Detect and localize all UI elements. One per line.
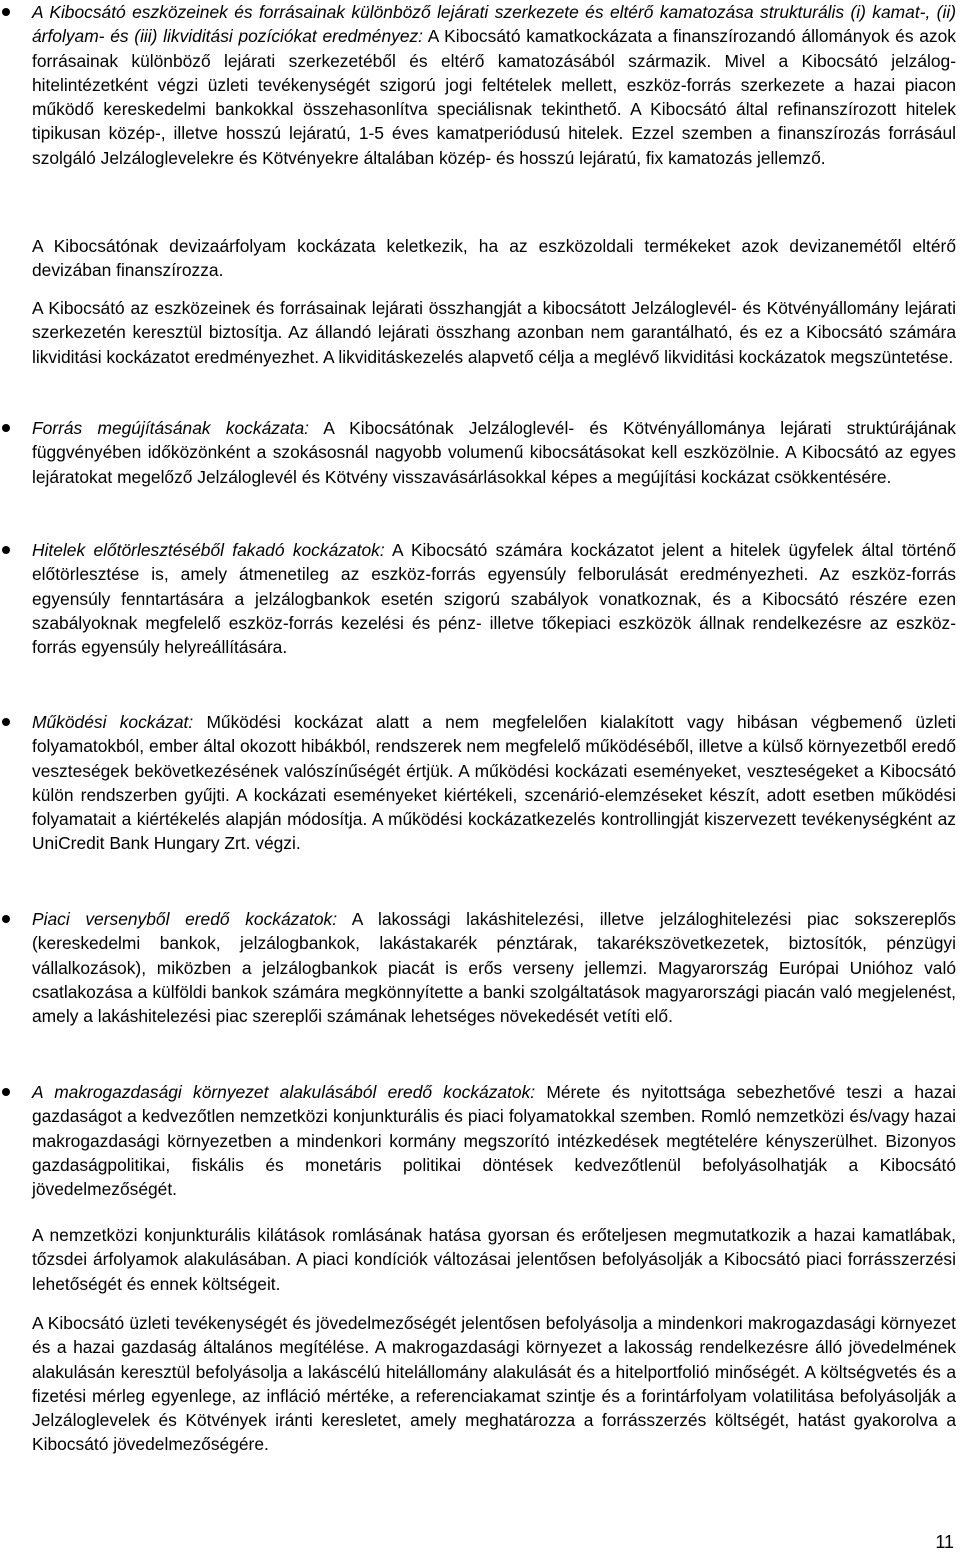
bullet-icon bbox=[2, 718, 10, 726]
list-item-text: Működési kockázat alatt a nem megfelelően kialakított vagy hibásan végbemenő üzleti folyamatokból, ember által okozott hibákból, rendszerek nem megfelelő működéséből, illetve a külső környezetből eredő veszteségek bekövetkezésének valószínűségét értjük. A működési kockázati eseményeket, veszteségeket a Kibocsátó külön rendszerben gyűjti. A kockázati eseményeket kiértékeli, szcenárió-elemzéseket készít, adott esetben működési folyamatait a kiértékelés alapján módosítja. A működési kockázatkezelés kontrollingját kiszervezett tevékenységként az UniCredit Bank Hungary Zrt. végzi. bbox=[32, 712, 956, 854]
page-number: 11 bbox=[935, 1532, 954, 1552]
list-item-lead: Piaci versenyből eredő kockázatok: bbox=[32, 909, 338, 929]
list-item-lead: A Kibocsátó eszközeinek és forrásainak különböző lejárati szerkezete és eltérő kamatozása strukturális (i) kamat-, (ii) árfolyam- és (iii) likviditási pozíciókat eredményez: bbox=[32, 2, 956, 47]
bullet-icon bbox=[2, 546, 10, 554]
list-item-text: A lakossági lakáshitelezési, illetve jelzáloghitelezési piac sokszereplős (kereskedelmi bankok, jelzálogbankok, lakástakarék pénztárak, takarékszövetkezetek, biztosítók, pénzügyi vállalkozások), miközben a jelzálogbankok piacát is erős verseny jellemzi. Magyarország Európai Unióhoz való csatlakozása a külföldi bankok számára megkönnyítette a banki szolgáltatások magyarországi piacán való megjelenést, amely a lakáshitelezési piac szereplői számának lehetséges növekedését vetíti elő. bbox=[32, 909, 956, 1027]
paragraph: A Kibocsátó az eszközeinek és forrásainak lejárati összhangját a kibocsátott Jelzáloglevél- és Kötvényállomány lejárati szerkezetén keresztül biztosítja. Az állandó lejárati összhang azonban nem garantálható, és ez a Kibocsátó számára likviditási kockázatot eredményezhet. A likviditáskezelés alapvető célja a meglévő likviditási kockázatok megszüntetése. bbox=[32, 298, 956, 367]
list-item bbox=[32, 907, 956, 1028]
paragraph: A Kibocsátó üzleti tevékenységét és jövedelmezőségét jelentősen befolyásolja a mindenkori makrogazdasági környezet és a hazai gazdaság általános megítélése. A makrogazdasági környezet a lakosság rendelkezésre álló jövedelmének alakulásán keresztül befolyásolja a lakáscélú hitelállomány alakulását és a hitelportfolió minőségét. A költségvetés és a fizetési mérleg egyenlege, az infláció mértéke, a referenciakamat szintje és a forintárfolyam volatilitása befolyásolják a Jelzáloglevelek és Kötvények iránti keresletet, amely meghatározza a forrásszerzés költségét, hatást gyakorolva a Kibocsátó jövedelmezőségére. bbox=[32, 1313, 956, 1455]
list-item-text: A Kibocsátó kamatkockázata a finanszírozandó állományok és azok forrásainak különböző lejárati szerkezetéből és eltérő kamatozásából származik. Mivel a Kibocsátó jelzálog-hitelintézetként végzi üzleti tevékenységét szigorú jogi feltételek mellett, eszköz-forrás szerkezete a hazai piacon működő kereskedelmi bankokkal összehasonlítva speciálisnak tekinthető. A Kibocsátó által refinanszírozott hitelek tipikusan közép-, illetve hosszú lejáratú, 1-5 éves kamatperiódusú hitelek. Ezzel szemben a finanszírozás forrásául szolgáló Jelzáloglevelekre és Kötvényekre általában közép- és hosszú lejáratú, fix kamatozás jellemző. bbox=[32, 26, 956, 168]
list-item-lead: A makrogazdasági környezet alakulásából eredő kockázatok: bbox=[32, 1082, 536, 1102]
bullet-icon bbox=[2, 424, 10, 432]
list-item-lead: Működési kockázat: bbox=[32, 712, 194, 732]
list-item-lead: Forrás megújításának kockázata: bbox=[32, 418, 309, 438]
list-item bbox=[32, 416, 956, 489]
list-item bbox=[32, 0, 956, 170]
list-item bbox=[32, 710, 956, 856]
list-item bbox=[32, 538, 956, 659]
paragraph: A Kibocsátónak devizaárfolyam kockázata keletkezik, ha az eszközoldali termékeket azok devizanemétől eltérő devizában finanszírozza. bbox=[32, 236, 956, 281]
paragraph: A nemzetközi konjunkturális kilátások romlásának hatása gyorsan és erőteljesen megmutatkozik a hazai kamatlábak, tőzsdei árfolyamok alakulásában. A piaci kondíciók változásai jelentősen befolyásolják a Kibocsátó piaci forrásszerzési lehetőségét és ennek költségeit. bbox=[32, 1225, 956, 1294]
list-item-text: A Kibocsátónak Jelzáloglevél- és Kötvényállománya lejárati struktúrájának függvényében időközönként a szokásosnál nagyobb volumenű kibocsátásokat kell eszközölnie. A Kibocsátó az egyes lejáratokat megelőző Jelzáloglevél és Kötvény visszavásárlásokkal képes a megújítási kockázat csökkentésére. bbox=[32, 418, 956, 487]
list-item-lead: Hitelek előtörlesztéséből fakadó kockázatok: bbox=[32, 540, 385, 560]
bullet-icon bbox=[2, 1088, 10, 1096]
list-item-text: A Kibocsátó számára kockázatot jelent a hitelek ügyfelek által történő előtörlesztése is, amely átmenetileg az eszköz-forrás egyensúly felborulását eredményezheti. Az eszköz-forrás egyensúly fenntartására a jelzálogbankok esetén szigorú szabályok vonatkoznak, és a Kibocsátó részére ezen szabályoknak megfelelő eszköz-forrás kezelési és pénz- illetve tőkepiaci eszközök állnak rendelkezésre az eszköz-forrás egyensúly helyreállítására. bbox=[32, 540, 956, 658]
list-item bbox=[32, 1080, 956, 1201]
list-item-text: Mérete és nyitottsága sebezhetővé teszi a hazai gazdaságot a kedvezőtlen nemzetközi konjunkturális és piaci folyamatokkal szemben. Romló nemzetközi és/vagy hazai makrogazdasági környezetben a mindenkori kormány megszorító intézkedések megtételére kényszerülhet. Bizonyos gazdaságpolitikai, fiskális és monetáris politikai döntések kedvezőtlenül befolyásolhatják a Kibocsátó jövedelmezőségét. bbox=[32, 1082, 956, 1200]
bullet-icon bbox=[2, 8, 10, 16]
bullet-icon bbox=[2, 915, 10, 923]
